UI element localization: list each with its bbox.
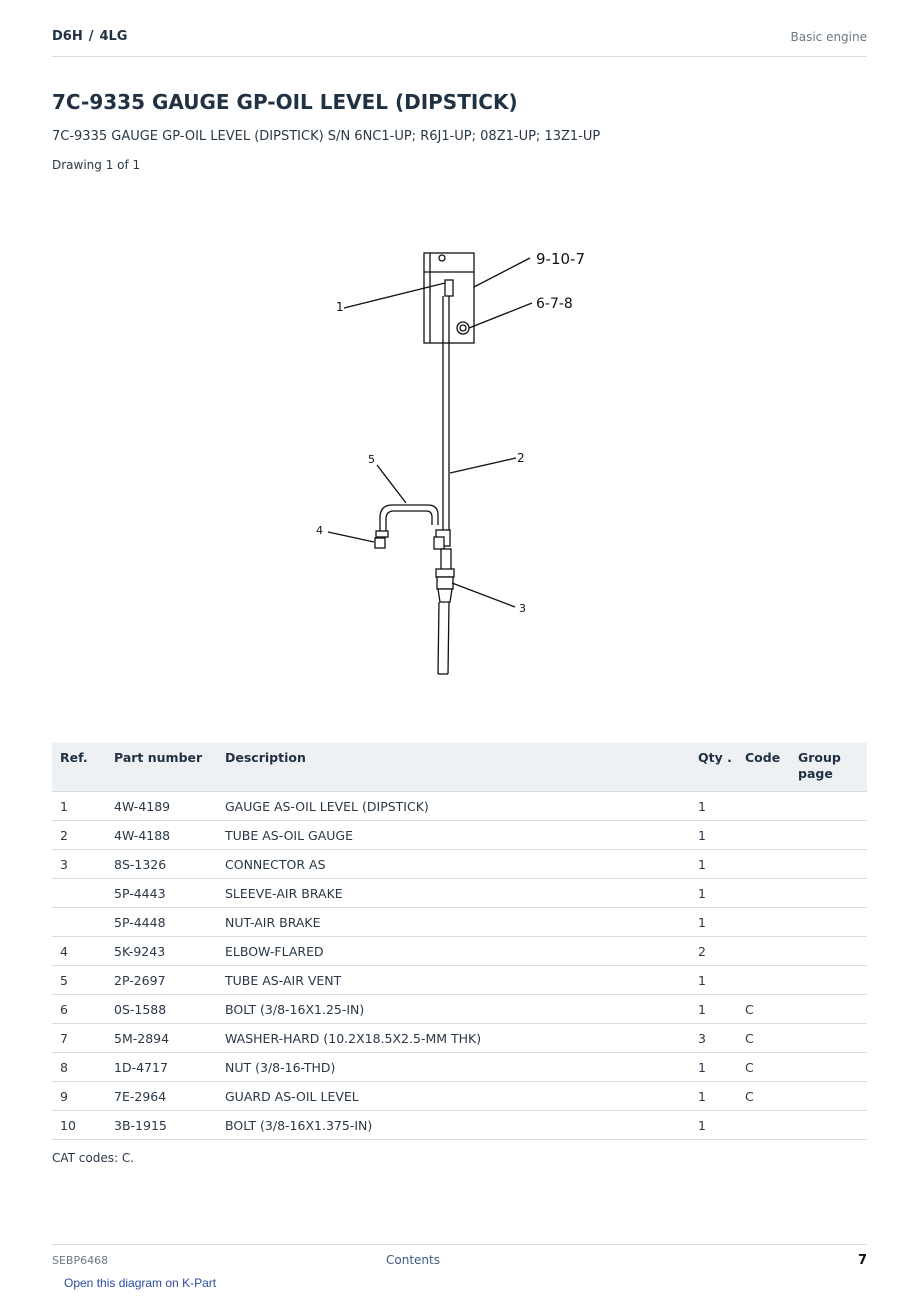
callout-1: 1 bbox=[336, 300, 344, 314]
cell-ref: 4 bbox=[52, 937, 108, 966]
cell-code: C bbox=[739, 1082, 792, 1111]
cell-qty: 1 bbox=[692, 966, 739, 995]
cell-part-number: 7E-2964 bbox=[108, 1082, 219, 1111]
cell-part-number: 4W-4188 bbox=[108, 821, 219, 850]
elbow-nut bbox=[376, 531, 388, 537]
table-row bbox=[52, 1111, 867, 1140]
table-row bbox=[52, 850, 867, 879]
bottom-tube-left bbox=[438, 602, 439, 674]
cell-qty: 2 bbox=[692, 937, 739, 966]
section-name: Basic engine bbox=[790, 30, 867, 44]
drawing-count: Drawing 1 of 1 bbox=[52, 158, 141, 172]
leader-6-7-8 bbox=[469, 303, 532, 328]
cell-qty: 1 bbox=[692, 850, 739, 879]
cell-group-page bbox=[792, 1024, 867, 1053]
document-id: SEBP6468 bbox=[52, 1254, 109, 1267]
cell-description: NUT (3/8-16-THD) bbox=[219, 1053, 692, 1082]
lower-tube bbox=[441, 549, 451, 571]
cell-description: ELBOW-FLARED bbox=[219, 937, 692, 966]
cell-ref: 6 bbox=[52, 995, 108, 1024]
parts-table-header bbox=[52, 743, 867, 792]
cell-code bbox=[739, 966, 792, 995]
cell-code bbox=[739, 850, 792, 879]
vent-tube-inner bbox=[386, 511, 432, 533]
cell-part-number: 2P-2697 bbox=[108, 966, 219, 995]
cell-part-number: 5K-9243 bbox=[108, 937, 219, 966]
cell-group-page bbox=[792, 1053, 867, 1082]
cell-ref: 9 bbox=[52, 1082, 108, 1111]
page-title: 7C-9335 GAUGE GP-OIL LEVEL (DIPSTICK) bbox=[52, 90, 518, 114]
cell-group-page bbox=[792, 966, 867, 995]
cell-code bbox=[739, 792, 792, 821]
page-header bbox=[52, 28, 867, 57]
connector-thread bbox=[438, 589, 452, 602]
parts-drawing bbox=[240, 200, 700, 710]
cell-description: TUBE AS-AIR VENT bbox=[219, 966, 692, 995]
leader-4 bbox=[328, 532, 374, 542]
cell-group-page bbox=[792, 792, 867, 821]
cell-code: C bbox=[739, 995, 792, 1024]
cell-description: TUBE AS-OIL GAUGE bbox=[219, 821, 692, 850]
connector-body bbox=[437, 577, 453, 589]
cell-qty: 1 bbox=[692, 1082, 739, 1111]
leader-2 bbox=[450, 458, 516, 473]
cell-qty: 1 bbox=[692, 1053, 739, 1082]
callout-3: 3 bbox=[519, 602, 526, 615]
connector-nut bbox=[436, 569, 454, 577]
cell-ref: 3 bbox=[52, 850, 108, 879]
cat-codes-note: CAT codes: C. bbox=[52, 1151, 135, 1165]
callout-6-7-8: 6-7-8 bbox=[536, 296, 573, 312]
cell-description: BOLT (3/8-16X1.375-IN) bbox=[219, 1111, 692, 1140]
parts-table bbox=[52, 743, 867, 1140]
cell-code: C bbox=[739, 1024, 792, 1053]
contents-link[interactable]: Contents bbox=[386, 1253, 440, 1267]
cell-part-number: 5M-2894 bbox=[108, 1024, 219, 1053]
breadcrumb bbox=[52, 29, 127, 44]
cell-group-page bbox=[792, 879, 867, 908]
header-description: Description bbox=[219, 743, 692, 792]
leader-3 bbox=[452, 583, 515, 607]
page-footer bbox=[52, 1244, 867, 1269]
cell-code: C bbox=[739, 1053, 792, 1082]
table-row bbox=[52, 937, 867, 966]
table-row bbox=[52, 1082, 867, 1111]
cell-description: NUT-AIR BRAKE bbox=[219, 908, 692, 937]
cell-part-number: 8S-1326 bbox=[108, 850, 219, 879]
cell-qty: 1 bbox=[692, 995, 739, 1024]
header-qty: Qty . bbox=[692, 743, 739, 792]
cell-ref: 8 bbox=[52, 1053, 108, 1082]
table-row bbox=[52, 879, 867, 908]
bottom-tube-right bbox=[448, 602, 449, 674]
vent-tube-outer bbox=[380, 505, 438, 533]
cell-group-page bbox=[792, 1111, 867, 1140]
leader-9-10-7 bbox=[474, 258, 530, 287]
cell-part-number: 5P-4443 bbox=[108, 879, 219, 908]
page-number: 7 bbox=[857, 1253, 867, 1268]
cell-code bbox=[739, 908, 792, 937]
callout-5: 5 bbox=[368, 453, 375, 466]
header-part-number: Part number bbox=[108, 743, 219, 792]
callout-9-10-7: 9-10-7 bbox=[536, 250, 585, 268]
cell-ref: 7 bbox=[52, 1024, 108, 1053]
cell-qty: 1 bbox=[692, 1111, 739, 1140]
table-row bbox=[52, 966, 867, 995]
cell-group-page bbox=[792, 1082, 867, 1111]
cell-group-page bbox=[792, 850, 867, 879]
cell-description: GUARD AS-OIL LEVEL bbox=[219, 1082, 692, 1111]
cell-description: WASHER-HARD (10.2X18.5X2.5-MM THK) bbox=[219, 1024, 692, 1053]
cell-part-number: 4W-4189 bbox=[108, 792, 219, 821]
cell-ref: 10 bbox=[52, 1111, 108, 1140]
cell-description: SLEEVE-AIR BRAKE bbox=[219, 879, 692, 908]
cell-qty: 1 bbox=[692, 879, 739, 908]
cell-ref: 5 bbox=[52, 966, 108, 995]
tube-fitting-nut bbox=[434, 537, 444, 549]
cell-qty: 3 bbox=[692, 1024, 739, 1053]
header-group-page: Group page bbox=[792, 743, 867, 792]
breadcrumb-separator: / bbox=[88, 29, 94, 44]
cell-ref: 2 bbox=[52, 821, 108, 850]
dipstick-drawing-svg bbox=[240, 200, 700, 710]
cell-qty: 1 bbox=[692, 908, 739, 937]
cell-ref: 1 bbox=[52, 792, 108, 821]
cell-qty: 1 bbox=[692, 792, 739, 821]
header-code: Code bbox=[739, 743, 792, 792]
cell-group-page bbox=[792, 821, 867, 850]
cell-ref bbox=[52, 879, 108, 908]
dipstick-handle bbox=[445, 280, 453, 296]
table-row bbox=[52, 792, 867, 821]
callout-2: 2 bbox=[517, 451, 525, 465]
page-subtitle: 7C-9335 GAUGE GP-OIL LEVEL (DIPSTICK) S/N 6NC1-UP; R6J1-UP; 08Z1-UP; 13Z1-UP bbox=[52, 129, 601, 144]
cell-part-number: 1D-4717 bbox=[108, 1053, 219, 1082]
elbow-body bbox=[375, 538, 385, 548]
cell-code bbox=[739, 821, 792, 850]
breadcrumb-model: D6H bbox=[52, 29, 83, 44]
cell-part-number: 5P-4448 bbox=[108, 908, 219, 937]
open-in-kpart-link[interactable]: Open this diagram on K-Part bbox=[64, 1276, 217, 1290]
table-row bbox=[52, 995, 867, 1024]
cell-code bbox=[739, 937, 792, 966]
table-row bbox=[52, 1053, 867, 1082]
cell-group-page bbox=[792, 995, 867, 1024]
table-row bbox=[52, 908, 867, 937]
breadcrumb-arrangement: 4LG bbox=[99, 29, 128, 44]
callout-4: 4 bbox=[316, 524, 323, 537]
cell-code bbox=[739, 879, 792, 908]
cell-description: GAUGE AS-OIL LEVEL (DIPSTICK) bbox=[219, 792, 692, 821]
cell-qty: 1 bbox=[692, 821, 739, 850]
cell-part-number: 3B-1915 bbox=[108, 1111, 219, 1140]
cell-ref bbox=[52, 908, 108, 937]
cell-group-page bbox=[792, 937, 867, 966]
cell-description: CONNECTOR AS bbox=[219, 850, 692, 879]
cell-group-page bbox=[792, 908, 867, 937]
leader-5 bbox=[377, 465, 406, 503]
cell-part-number: 0S-1588 bbox=[108, 995, 219, 1024]
header-ref: Ref. bbox=[52, 743, 108, 792]
table-row bbox=[52, 821, 867, 850]
table-row bbox=[52, 1024, 867, 1053]
cell-code bbox=[739, 1111, 792, 1140]
cell-description: BOLT (3/8-16X1.25-IN) bbox=[219, 995, 692, 1024]
